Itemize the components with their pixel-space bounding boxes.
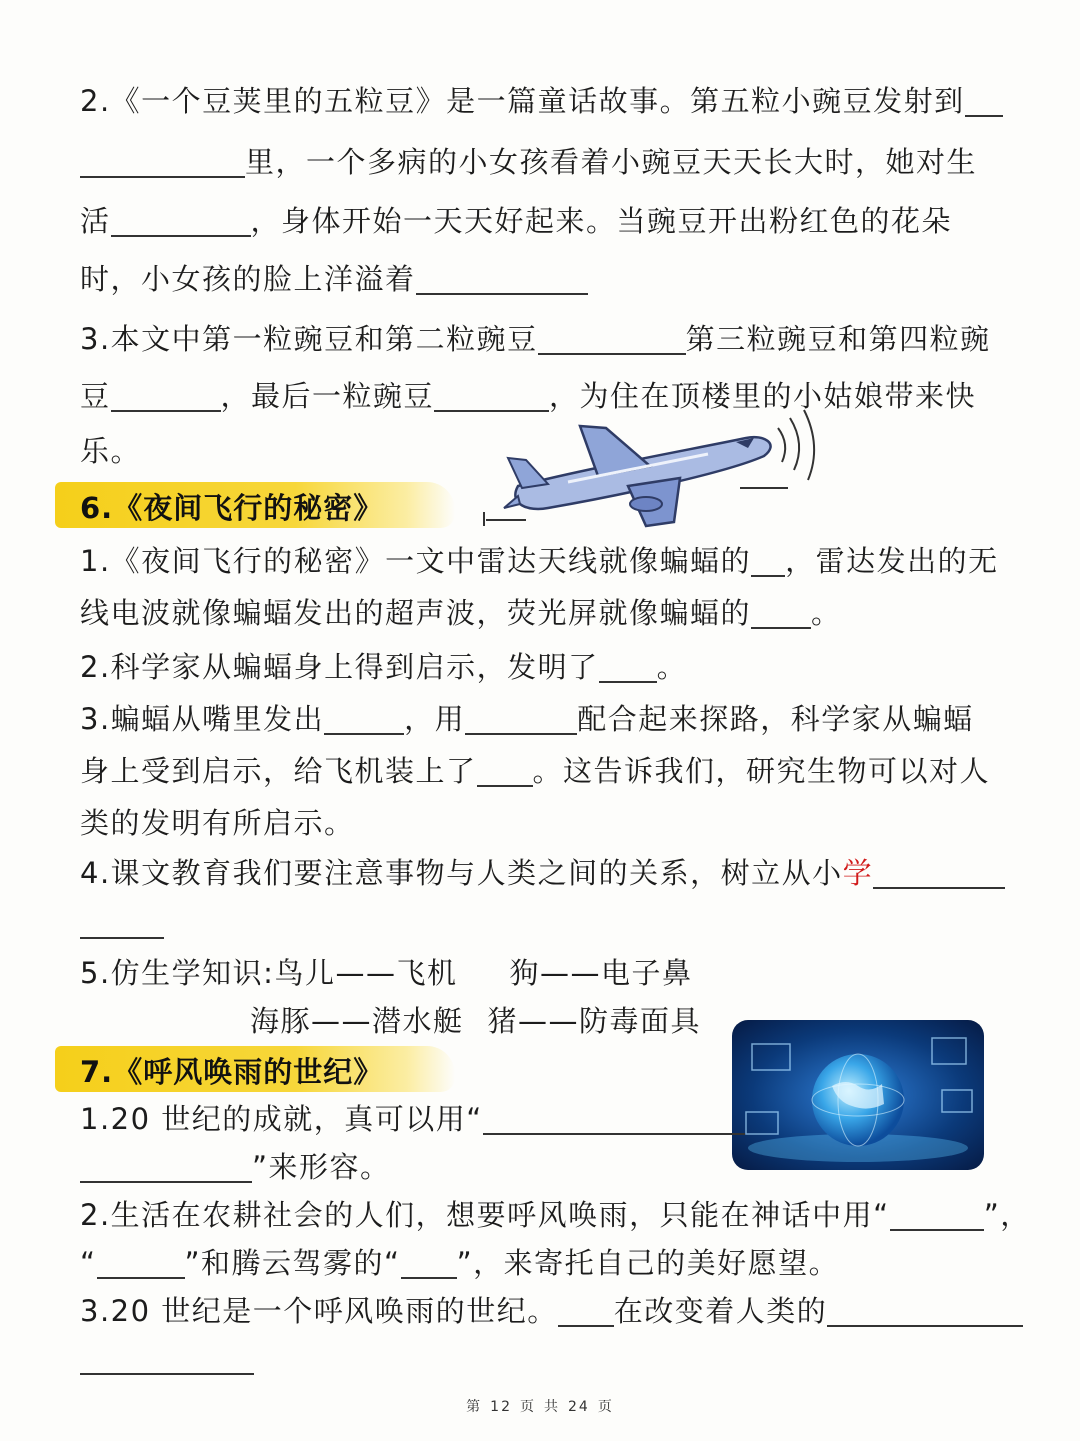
blank[interactable] [599, 651, 657, 683]
s7-q2-line2: “ ”和腾云驾雾的“ ”，来寄托自己的美好愿望。 [80, 1246, 840, 1280]
s6-q5-line2: 海豚——潜水艇 猪——防毒面具 [250, 1004, 702, 1038]
blank[interactable] [80, 907, 164, 939]
s6-q1-line2: 线电波就像蝙蝠发出的超声波，荧光屏就像蝙蝠的 。 [80, 596, 842, 630]
page-footer: 第 12 页 共 24 页 [466, 1399, 614, 1415]
s7-q3-line2 [80, 1338, 254, 1380]
s6-q2: 2.科学家从蝙蝠身上得到启示，发明了 。 [80, 650, 688, 684]
s7-q3-line1: 3.20 世纪是一个呼风唤雨的世纪。 在改变着人类的 [80, 1290, 1023, 1332]
blank[interactable] [111, 380, 221, 412]
s5-q3-line2: 豆 ，最后一粒豌豆 ，为住在顶楼里的小姑娘带来快 [80, 379, 977, 413]
blank[interactable] [416, 263, 588, 295]
s6-q3-line3: 类的发明有所启示。 [80, 806, 355, 840]
blank[interactable] [477, 755, 533, 787]
s6-q5-line1: 5.仿生学知识:鸟儿——飞机 狗——电子鼻 [80, 956, 693, 990]
globe-icon [812, 1054, 904, 1146]
blank[interactable] [873, 857, 1005, 889]
blank[interactable] [401, 1247, 457, 1279]
blank[interactable] [483, 1103, 745, 1135]
blank[interactable] [97, 1247, 185, 1279]
section-6-header: 6.《夜间飞行的秘密》 [55, 482, 455, 528]
blank[interactable] [827, 1295, 1023, 1327]
airplane-illustration [478, 408, 828, 533]
blank[interactable] [80, 1343, 254, 1375]
s6-q1-line1: 1.《夜间飞行的秘密》一文中雷达天线就像蝙蝠的 ，雷达发出的无 [80, 544, 999, 578]
s5-q3-line3: 乐。 [80, 434, 142, 468]
airplane-icon [504, 426, 771, 526]
s5-q2-line3: 活 ，身体开始一天天好起来。当豌豆开出粉红色的花朵 [80, 204, 953, 238]
s7-q1-line1: 1.20 世纪的成就，真可以用“ [80, 1098, 745, 1140]
blank[interactable] [890, 1199, 984, 1231]
blank[interactable] [751, 545, 785, 577]
total-pages: 24 [568, 1399, 590, 1415]
blank[interactable] [80, 146, 245, 178]
s6-q3-line2: 身上受到启示，给飞机装上了 。这告诉我们，研究生物可以对人 [80, 754, 991, 788]
blank[interactable] [751, 597, 811, 629]
s6-q4-line2 [80, 902, 164, 944]
blank[interactable] [324, 703, 404, 735]
s5-q3-line1: 3.本文中第一粒豌豆和第二粒豌豆 第三粒豌豆和第四粒豌 [80, 322, 991, 356]
blank[interactable] [558, 1295, 614, 1327]
s5-q2-line4: 时，小女孩的脸上洋溢着 [80, 258, 588, 300]
digital-globe-image [732, 1020, 984, 1170]
s7-q2-line1: 2.生活在农耕社会的人们，想要呼风唤雨，只能在神话中用“ ”， [80, 1198, 1031, 1232]
section-7-header: 7.《呼风唤雨的世纪》 [55, 1046, 455, 1092]
s6-q4-line1: 4.课文教育我们要注意事物与人类之间的关系，树立从小学 [80, 852, 1005, 894]
blank[interactable] [965, 85, 1003, 117]
s6-q3-line1: 3.蝙蝠从嘴里发出 ，用 配合起来探路，科学家从蝙蝠 [80, 702, 974, 736]
blank[interactable] [465, 703, 577, 735]
blank[interactable] [80, 1151, 252, 1183]
current-page-number: 12 [490, 1399, 512, 1415]
s7-q1-line2: ”来形容。 [80, 1146, 391, 1188]
blank[interactable] [111, 205, 251, 237]
blank[interactable] [538, 323, 686, 355]
s5-q2-line2: 里，一个多病的小女孩看着小豌豆天天长大时，她对生 [80, 141, 977, 183]
s5-q2-line1: 2.《一个豆荚里的五粒豆》是一篇童话故事。第五粒小豌豆发射到 [80, 80, 1003, 122]
